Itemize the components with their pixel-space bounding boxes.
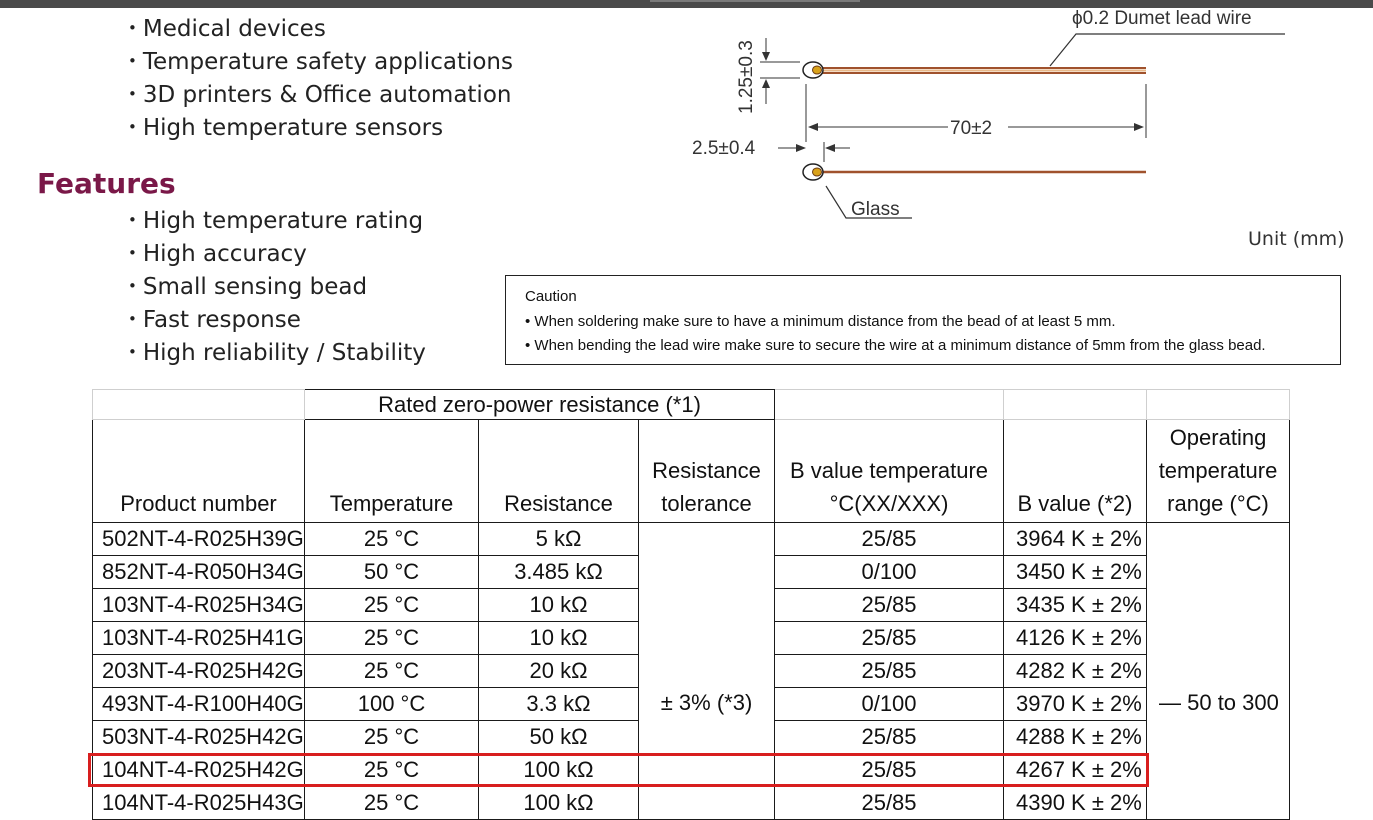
col-header-operating-range (1147, 420, 1290, 523)
temperature-cell: 25 °C (305, 589, 479, 622)
application-item: • High temperature sensors (128, 111, 513, 144)
caution-title: Caution (525, 288, 577, 305)
caution-box (505, 275, 1341, 365)
feature-item: • High accuracy (128, 237, 426, 270)
b-value-cell: 3970 K ± 2% (1004, 688, 1147, 721)
thermistor-dimension-diagram (680, 6, 1360, 231)
temperature-cell: 25 °C (305, 754, 479, 787)
resistance-cell: 50 kΩ (479, 721, 639, 754)
feature-item: • Small sensing bead (128, 270, 426, 303)
b-value-cell: 4288 K ± 2% (1004, 721, 1147, 754)
b-value-temperature-cell: 25/85 (775, 655, 1004, 688)
header-blank-cell (1147, 390, 1290, 420)
operating-range-cell: — 50 to 300 (1147, 523, 1290, 820)
header-blank-cell (93, 390, 305, 420)
b-value-temperature-cell: 25/85 (775, 787, 1004, 820)
col-header-product-number: Product number (93, 420, 305, 523)
b-value-cell: 4282 K ± 2% (1004, 655, 1147, 688)
temperature-cell: 25 °C (305, 622, 479, 655)
b-value-temperature-cell: 25/85 (775, 622, 1004, 655)
header-line: tolerance (661, 491, 752, 516)
product-number-cell: 503NT-4-R025H42G (93, 721, 305, 754)
b-value-cell: 3450 K ± 2% (1004, 556, 1147, 589)
b-value-temperature-cell: 25/85 (775, 754, 1004, 787)
upper-bead-core (813, 66, 822, 74)
resistance-cell: 3.485 kΩ (479, 556, 639, 589)
b-value-cell: 4390 K ± 2% (1004, 787, 1147, 820)
lead-wire-label: ϕ0.2 Dumet lead wire (1072, 8, 1252, 29)
table-row (93, 523, 1290, 556)
applications-list (128, 12, 513, 144)
product-number-cell: 852NT-4-R050H34G (93, 556, 305, 589)
resistance-cell: 20 kΩ (479, 655, 639, 688)
product-number-cell: 203NT-4-R025H42G (93, 655, 305, 688)
bead-len-arrowhead-left (796, 144, 806, 152)
header-blank-cell (1004, 390, 1147, 420)
header-line: °C(XX/XXX) (829, 491, 949, 516)
length-arrowhead-left (808, 123, 818, 131)
temperature-cell: 50 °C (305, 556, 479, 589)
b-value-temperature-cell: 25/85 (775, 523, 1004, 556)
resistance-cell: 10 kΩ (479, 622, 639, 655)
product-number-cell: 502NT-4-R025H39G (93, 523, 305, 556)
resistance-cell: 100 kΩ (479, 787, 639, 820)
col-header-b-value-temperature (775, 420, 1004, 523)
bead-dim-arrowhead-top (762, 52, 770, 61)
window-tab-indicator (650, 0, 860, 2)
b-value-cell: 3964 K ± 2% (1004, 523, 1147, 556)
temperature-cell: 25 °C (305, 523, 479, 556)
b-value-temperature-cell: 0/100 (775, 688, 1004, 721)
col-header-resistance: Resistance (479, 420, 639, 523)
col-header-temperature: Temperature (305, 420, 479, 523)
resistance-cell: 3.3 kΩ (479, 688, 639, 721)
header-line: Operating (1169, 425, 1267, 450)
product-number-cell: 103NT-4-R025H34G (93, 589, 305, 622)
bead-len-arrowhead-right (825, 144, 835, 152)
lower-bead-core (813, 168, 822, 176)
application-item: • 3D printers & Office automation (128, 78, 513, 111)
b-value-cell: 4126 K ± 2% (1004, 622, 1147, 655)
b-value-cell: 4267 K ± 2% (1004, 754, 1147, 787)
features-list (128, 204, 426, 369)
col-header-tolerance (639, 420, 775, 523)
feature-item: • High reliability / Stability (128, 336, 426, 369)
resistance-cell: 5 kΩ (479, 523, 639, 556)
application-item: • Temperature safety applications (128, 45, 513, 78)
header-line: Resistance (652, 458, 761, 483)
bead-diameter-dimension: 1.25±0.3 (736, 40, 757, 114)
product-number-cell: 103NT-4-R025H41G (93, 622, 305, 655)
application-item: • Medical devices (128, 12, 513, 45)
col-header-b-value: B value (*2) (1004, 420, 1147, 523)
feature-item: • High temperature rating (128, 204, 426, 237)
length-arrowhead-right (1134, 123, 1144, 131)
b-value-cell: 3435 K ± 2% (1004, 589, 1147, 622)
header-line: range (°C) (1167, 491, 1269, 516)
caution-item: • When soldering make sure to have a minimum distance from the bead of at least 5 mm. (525, 313, 1116, 330)
header-line: temperature (1158, 458, 1278, 483)
unit-label: Unit (mm) (1248, 228, 1345, 250)
header-blank-cell (775, 390, 1004, 420)
bead-length-dimension: 2.5±0.4 (692, 138, 756, 159)
rated-resistance-header: Rated zero-power resistance (*1) (305, 390, 775, 420)
temperature-cell: 25 °C (305, 721, 479, 754)
b-value-temperature-cell: 25/85 (775, 589, 1004, 622)
header-line: B value temperature (789, 458, 989, 483)
bead-dim-arrowhead-bottom (762, 79, 770, 88)
resistance-cell: 100 kΩ (479, 754, 639, 787)
resistance-cell: 10 kΩ (479, 589, 639, 622)
temperature-cell: 25 °C (305, 655, 479, 688)
features-heading: Features (37, 167, 176, 200)
product-number-cell: 493NT-4-R100H40G (93, 688, 305, 721)
temperature-cell: 100 °C (305, 688, 479, 721)
glass-label: Glass (851, 199, 900, 220)
product-number-cell: 104NT-4-R025H43G (93, 787, 305, 820)
product-number-cell: 104NT-4-R025H42G (93, 754, 305, 787)
length-dimension: 70±2 (950, 118, 993, 139)
feature-item: • Fast response (128, 303, 426, 336)
b-value-temperature-cell: 0/100 (775, 556, 1004, 589)
tolerance-cell: ± 3% (*3) (639, 523, 775, 820)
temperature-cell: 25 °C (305, 787, 479, 820)
b-value-temperature-cell: 25/85 (775, 721, 1004, 754)
thermistor-spec-table (92, 389, 1290, 820)
lead-wire-leader (1050, 34, 1285, 66)
caution-item: • When bending the lead wire make sure to secure the wire at a minimum distance of 5mm from the glass bead. (525, 337, 1266, 354)
